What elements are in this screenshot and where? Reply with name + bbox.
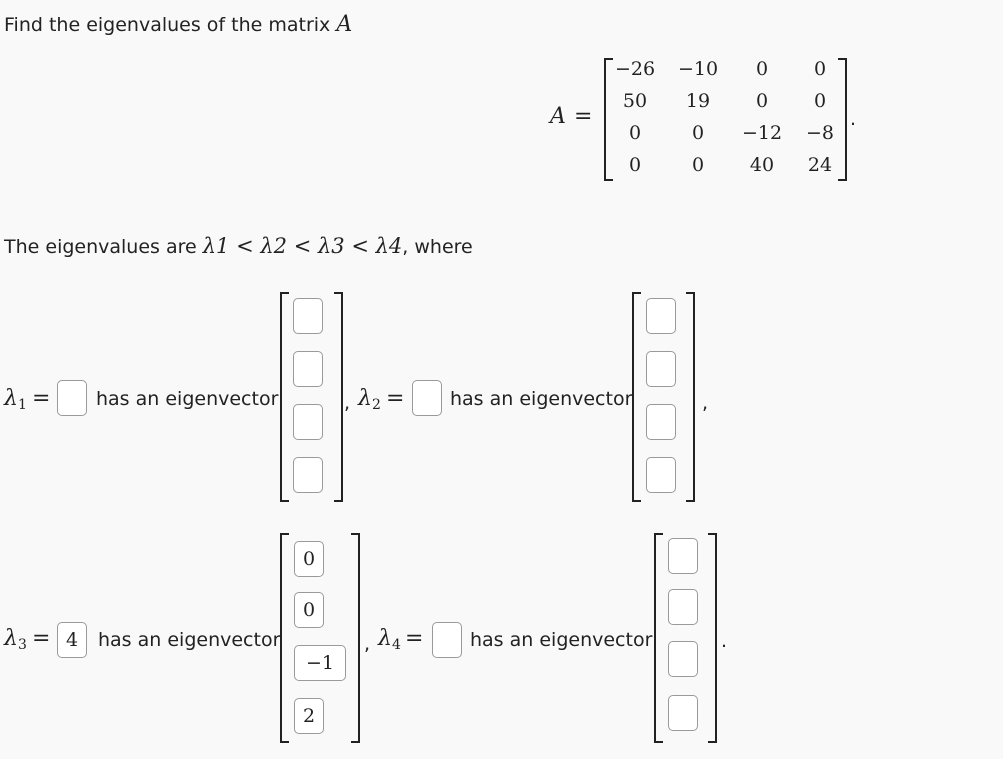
matrix-cell: 19 [685,90,711,112]
vector3-entry-input[interactable] [294,645,346,681]
vector4-entry-input[interactable] [668,695,698,731]
lambda4-value-input[interactable] [432,622,462,658]
matrix-cell: 0 [691,154,705,176]
matrix-period: . [850,108,857,130]
matrix-cell: −12 [741,122,783,144]
lambda3-symbol: $\lambda_3$ [4,626,27,653]
vector2-entry-input[interactable] [646,351,676,387]
vector2-entry-input[interactable] [646,298,676,334]
vector3-right-bracket [351,533,360,743]
matrix-equals: = [574,104,593,129]
vector1-comma: , [344,392,351,414]
matrix-cell: 40 [749,154,775,176]
lambda1-symbol: $\lambda_1$ [4,386,27,413]
lambda2-equals: = [386,386,405,411]
vector4-entry-input[interactable] [668,641,698,677]
vector3-comma: , [364,633,371,655]
eigen-statement-prefix: The eigenvalues are [4,236,197,258]
lambda4-symbol: $\lambda_4$ [378,626,401,653]
vector4-period: . [721,630,728,652]
vector2-right-bracket [686,292,695,502]
vector2-left-bracket [632,292,641,502]
eigen-order: λ1 < λ2 < λ3 < λ4 [202,234,403,258]
matrix-cell: 0 [628,122,642,144]
vector1-entry-input[interactable] [293,298,323,334]
lambda1-eigenvector-label: has an eigenvector [96,388,279,410]
prompt-matrix-var: A [336,12,353,37]
lambda1-equals: = [32,386,51,411]
vector2-entry-input[interactable] [646,457,676,493]
vector1-entry-input[interactable] [293,351,323,387]
lambda4-equals: = [405,626,424,651]
matrix-cell: 0 [691,122,705,144]
vector3-entry-input[interactable] [294,592,324,628]
vector2-entry-input[interactable] [646,404,676,440]
matrix-cell: 0 [755,90,769,112]
matrix-cell: 0 [755,58,769,80]
lambda4-eigenvector-label: has an eigenvector [470,629,653,651]
vector4-entry-input[interactable] [668,589,698,625]
vector4-left-bracket [654,533,663,743]
eigen-statement-suffix: , where [402,236,473,258]
vector3-left-bracket [280,533,289,743]
vector2-comma: , [702,392,709,414]
lambda3-value-input[interactable] [57,622,87,658]
lambda3-eigenvector-label: has an eigenvector [98,629,281,651]
lambda3-equals: = [32,626,51,651]
vector1-left-bracket [280,292,289,502]
lambda2-eigenvector-label: has an eigenvector [450,388,633,410]
eigen-statement [4,234,473,258]
vector1-entry-input[interactable] [293,457,323,493]
prompt-text [4,12,352,37]
matrix-cell: 24 [807,154,833,176]
matrix-cell: 50 [622,90,648,112]
matrix-cell: 0 [813,90,827,112]
vector3-entry-input[interactable] [294,698,324,734]
vector3-entry-input[interactable] [294,541,324,577]
lambda2-symbol: $\lambda_2$ [358,386,381,413]
vector1-right-bracket [334,292,343,502]
matrix-cell: 0 [813,58,827,80]
matrix-name: A [550,104,566,129]
vector1-entry-input[interactable] [293,404,323,440]
vector4-right-bracket [708,533,717,743]
lambda2-value-input[interactable] [412,380,442,416]
matrix-cell: −26 [614,58,656,80]
matrix-cell: −8 [805,122,834,144]
matrix-cell: 0 [628,154,642,176]
vector4-entry-input[interactable] [668,538,698,574]
prompt-label: Find the eigenvalues of the matrix [4,14,331,36]
lambda1-value-input[interactable] [57,380,87,416]
matrix-cell: −10 [677,58,719,80]
